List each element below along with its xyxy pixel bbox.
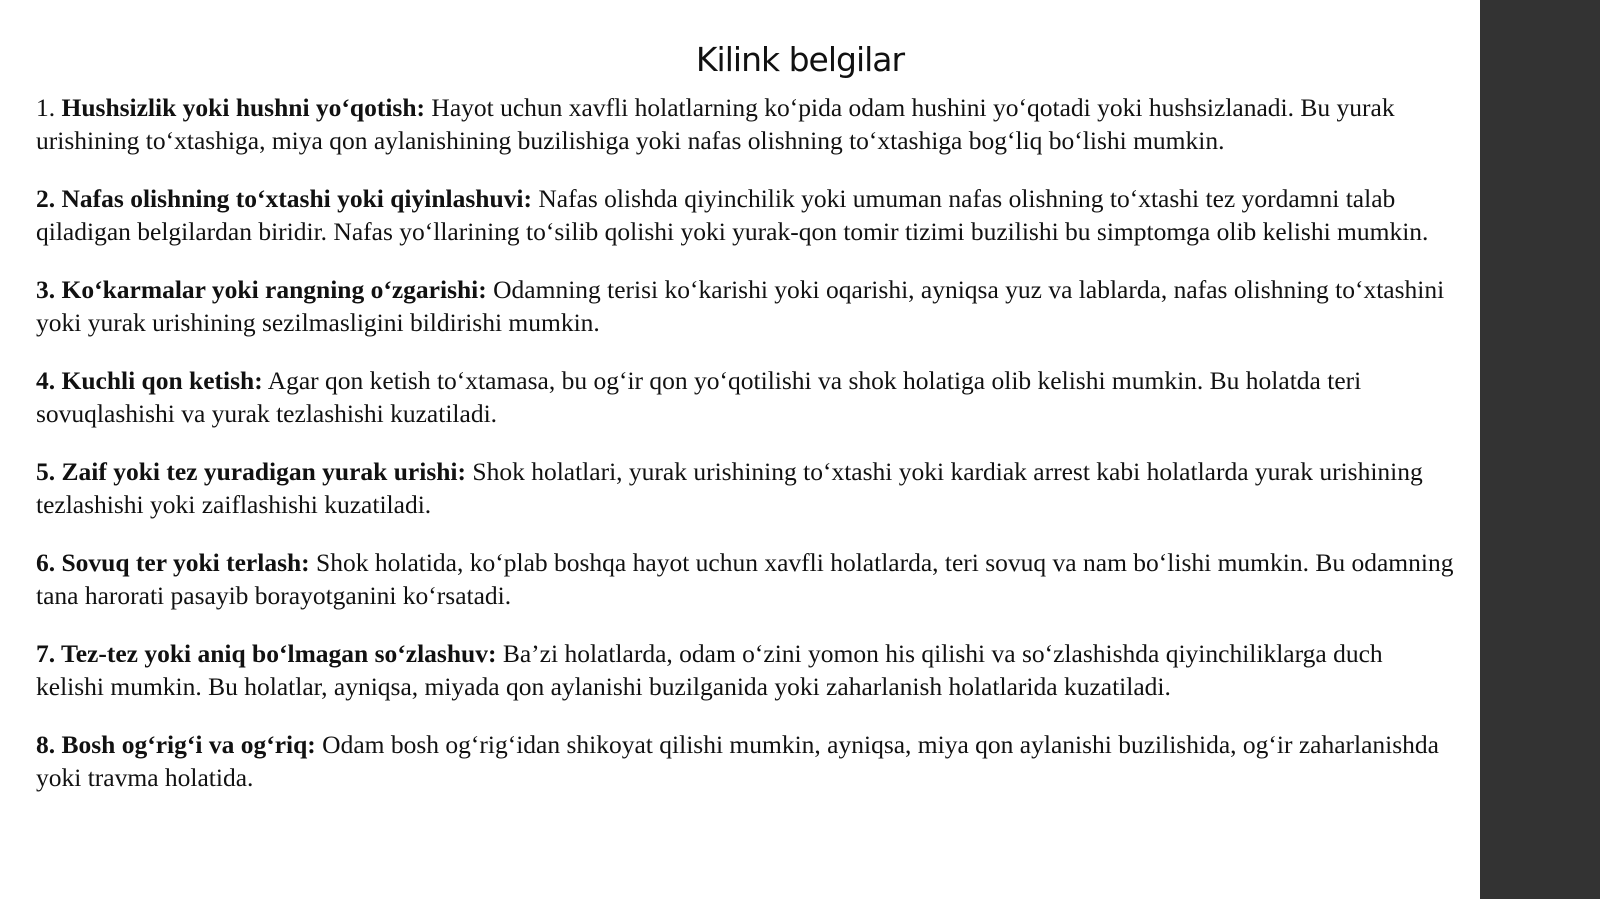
dark-side-panel (1480, 0, 1600, 899)
item-number: 3. (36, 275, 56, 304)
item-text: Shok holatida, ko‘plab boshqa hayot uchun xavfli holatlarda, teri sovuq va nam bo‘lishi mumkin. Bu odamning tana harorati pasayib borayotganini ko‘rsatadi. (36, 548, 1454, 610)
item-label: Sovuq ter yoki terlash: (61, 548, 310, 577)
item-label: Ko‘karmalar yoki rangning o‘zgarishi: (61, 275, 487, 304)
item-text: Ba’zi holatlarda, odam o‘zini yomon his qilishi va so‘zlashishda qiyinchiliklarga duch kelishi mumkin. Bu holatlar, ayniqsa, miyada qon aylanishi buzilganida yoki zaharlanish holatlarida kuzatiladi. (36, 639, 1383, 701)
item-number: 4. (36, 366, 56, 395)
list-item (36, 92, 1456, 157)
item-text: Odamning terisi ko‘karishi yoki oqarishi, ayniqsa yuz va lablarda, nafas olishning to‘xtashini yoki yurak urishining sezilmasligini bildirishi mumkin. (36, 275, 1445, 337)
symptom-list (36, 92, 1456, 820)
list-item (36, 456, 1456, 521)
list-item (36, 183, 1456, 248)
item-text: Hayot uchun xavfli holatlarning ko‘pida odam hushini yo‘qotadi yoki hushsizlanadi. Bu yurak urishining to‘xtashiga, miya qon aylanishining buzilishiga yoki nafas olishning to‘xtashiga bog‘liq bo‘lishi mumkin. (36, 93, 1395, 155)
item-text: Nafas olishda qiyinchilik yoki umuman nafas olishning to‘xtashi tez yordamni talab qiladigan belgilardan biridir. Nafas yo‘llarining to‘silib qolishi yoki yurak-qon tomir tizimi buzilishi bu simptomga olib kelishi mumkin. (36, 184, 1429, 246)
item-label: Hushsizlik yoki hushni yo‘qotish: (61, 93, 426, 122)
item-label: Kuchli qon ketish: (61, 366, 263, 395)
list-item (36, 547, 1456, 612)
item-number: 5. (36, 457, 56, 486)
item-label: Tez-tez yoki aniq bo‘lmagan so‘zlashuv: (61, 639, 497, 668)
item-number: 8. (36, 730, 56, 759)
item-number: 7. (36, 639, 56, 668)
list-item (36, 729, 1456, 794)
item-text: Shok holatlari, yurak urishining to‘xtashi yoki kardiak arrest kabi holatlarda yurak urishining tezlashishi yoki zaiflashishi kuzatiladi. (36, 457, 1423, 519)
slide-title: Kilink belgilar (695, 40, 905, 79)
item-label: Bosh og‘rig‘i va og‘riq: (61, 730, 316, 759)
list-item (36, 274, 1456, 339)
item-number: 6. (36, 548, 56, 577)
item-text: Odam bosh og‘rig‘idan shikoyat qilishi mumkin, ayniqsa, miya qon aylanishi buzilishida, og‘ir zaharlanishda yoki travma holatida. (36, 730, 1440, 792)
list-item (36, 365, 1456, 430)
item-label: Zaif yoki tez yuradigan yurak urishi: (61, 457, 467, 486)
item-text: Agar qon ketish to‘xtamasa, bu og‘ir qon yo‘qotilishi va shok holatiga olib kelishi mumkin. Bu holatda teri sovuqlashishi va yurak tezlashishi kuzatiladi. (36, 366, 1362, 428)
list-item (36, 638, 1456, 703)
item-label: Nafas olishning to‘xtashi yoki qiyinlashuvi: (61, 184, 532, 213)
item-number: 1. (36, 93, 56, 122)
item-number: 2. (36, 184, 56, 213)
